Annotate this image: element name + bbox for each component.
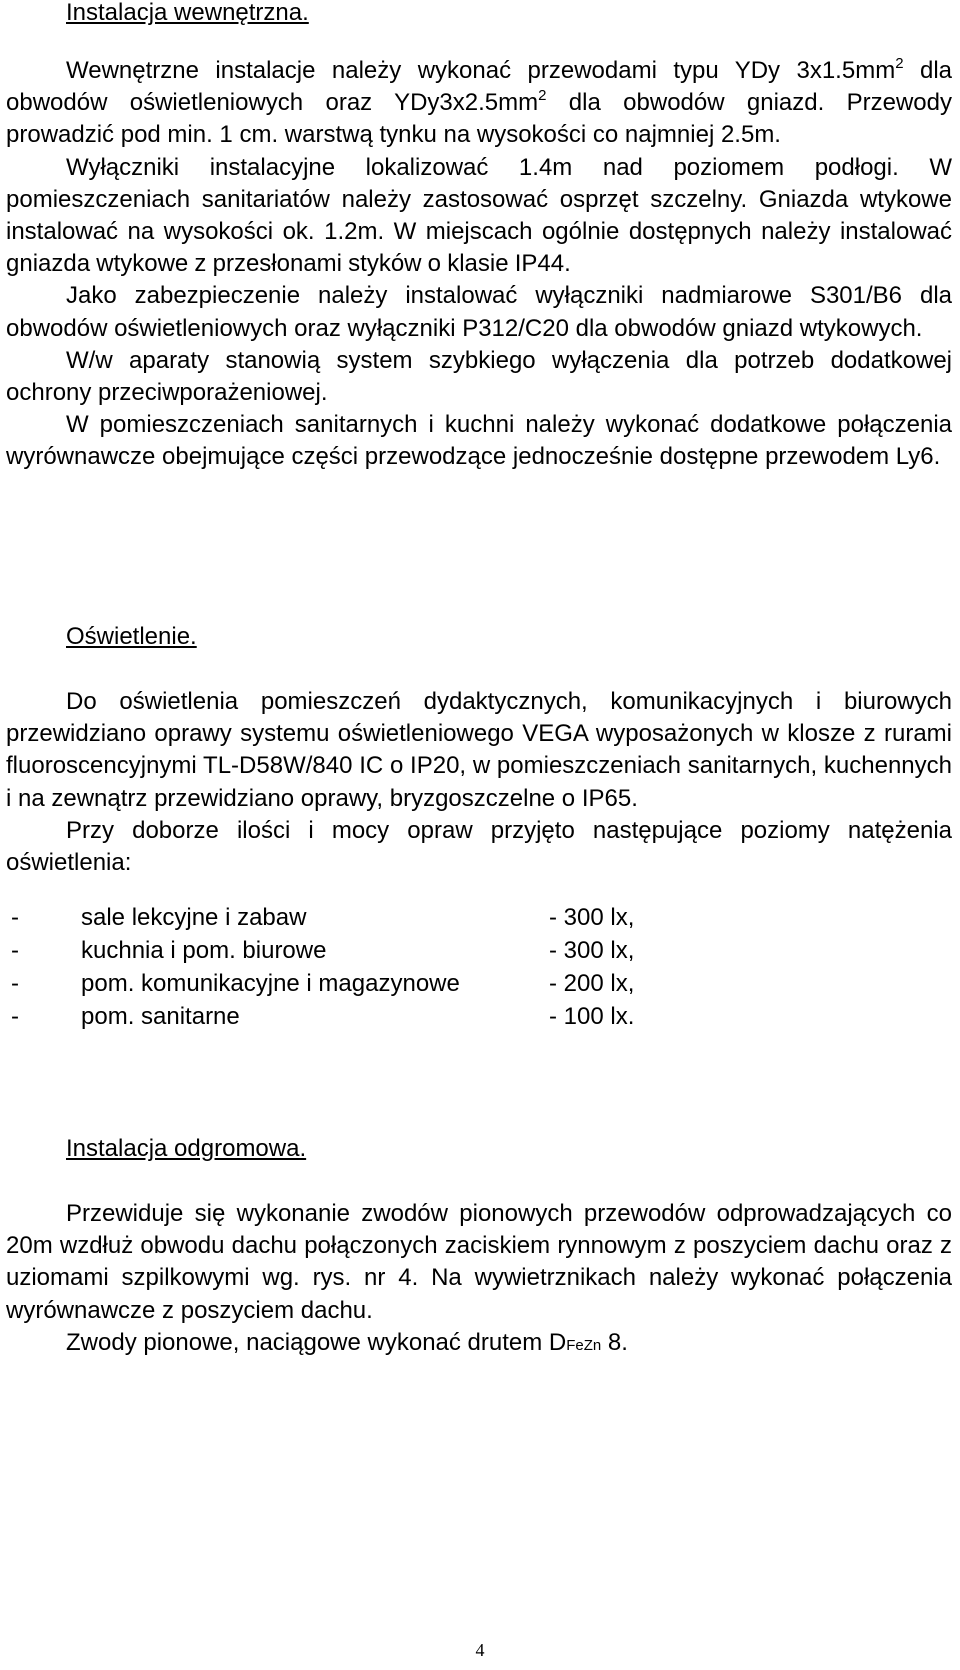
section-title-lighting: Oświetlenie. (66, 623, 197, 650)
list-item: - sale lekcyjne i zabaw - 300 lx, (11, 904, 635, 931)
paragraph-cables: Wewnętrzne instalacje należy wykonać przewodami typu YDy $3x1.5mm^2$ dla obwodów oświetleniowych oraz $YDy3x2.5mm^2$ dla obwodów gniazd. Przewody prowadzić pod min. 1 cm. warstwą tynku na wysokości co najmniej 2.5m. (6, 55, 953, 149)
paragraph-protection: Jako zabezpieczenie należy instalować wyłączniki nadmiarowe S301/B6 dla obwodów oświetleniowych oraz wyłączniki P312/C20 dla obwodów gniazd wtykowych. (6, 282, 952, 342)
section-lightning-protection-body (6, 1198, 952, 1362)
paragraph-fast-disconnect: W/w aparaty stanowią system szybkiego wyłączenia dla potrzeb dodatkowej ochrony przeciwporażeniowej. (6, 346, 952, 407)
paragraph-equipotential: W pomieszczeniach sanitarnych i kuchni należy wykonać dodatkowe połączenia wyrównawcze obejmujące części przewodzące jednocześnie dostępne przewodem Ly6. (6, 411, 952, 471)
list-item: - pom. sanitarne - 100 lx. (11, 1003, 635, 1030)
paragraph-switches: Wyłączniki instalacyjne lokalizować 1.4m nad poziomem podłogi. W pomieszczeniach sanitariatów należy zastosować osprzęt szczelny. Gniazda wtykowe instalować na wysokości ok. 1.2m. W miejscach ogólnie dostępnych należy instalować gniazda wtykowe z przesłonami styków o klasie IP44. (6, 153, 952, 278)
section-title-lightning-protection: Instalacja odgromowa. (66, 1135, 307, 1162)
paragraph-air-terminals: Przewiduje się wykonanie zwodów pionowych przewodów odprowadzających co 20m wzdłuż obwodu dachu połączonych zaciskiem rynnowym z poszyciem dachu oraz z uziomami szpilkowymi wg. rys. nr 4. Na wywietrznikach należy wykonać połączenia wyrównawcze z poszyciem dachu. (6, 1200, 952, 1324)
page-number: 4 (475, 1640, 485, 1660)
list-item: - pom. komunikacyjne i magazynowe - 200 lx, (11, 970, 635, 997)
section-internal-installation-body (6, 55, 952, 474)
list-item: - kuchnia i pom. biurowe - 300 lx, (11, 937, 635, 964)
section-title-internal-installation: Instalacja wewnętrzna. (66, 0, 309, 26)
paragraph-illuminance-intro: Przy doborze ilości i mocy opraw przyjęto następujące poziomy natężenia oświetlenia: (6, 816, 952, 877)
illuminance-list (6, 901, 706, 1033)
paragraph-wire: Zwody pionowe, naciągowe wykonać drutem DFeZn 8. (66, 1328, 628, 1356)
section-lighting-body (6, 686, 952, 879)
paragraph-luminaires: Do oświetlenia pomieszczeń dydaktycznych, komunikacyjnych i biurowych przewidziano oprawy systemu oświetleniowego VEGA wyposażonych w klosze z rurami fluoroscencyjnymi TL-D58W/840 IC o IP20, w pomieszczeniach sanitarnych, kuchennych i na zewnątrz przewidziano oprawy, bryzgoszczelne o IP65. (6, 688, 952, 812)
